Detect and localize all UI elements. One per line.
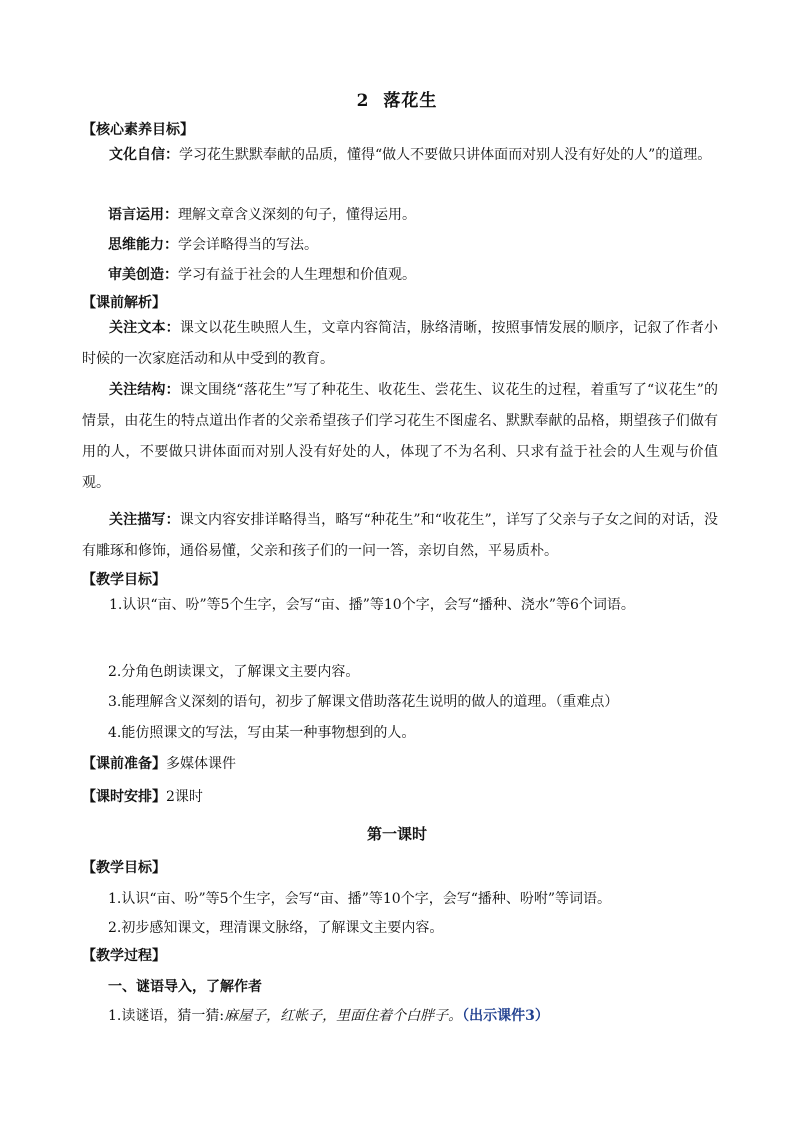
schedule-heading: 【课时安排】 bbox=[82, 789, 166, 805]
pre-analysis-heading: 【课前解析】 bbox=[82, 295, 166, 311]
focus-description bbox=[82, 505, 718, 567]
teaching-goals-heading: 【教学目标】 bbox=[82, 572, 166, 588]
culture-label: 文化自信： bbox=[109, 147, 179, 163]
lesson1-goals-heading: 【教学目标】 bbox=[82, 860, 166, 876]
riddle-prefix: 1.读谜语，猜一猜: bbox=[108, 1008, 225, 1024]
thinking-label: 思维能力： bbox=[108, 237, 178, 253]
courseware-note: （出示课件3） bbox=[462, 1008, 549, 1024]
lesson-number: 2 bbox=[356, 91, 370, 111]
prep-heading: 【课前准备】 bbox=[82, 756, 166, 772]
prep-text: 多媒体课件 bbox=[166, 756, 236, 772]
aesthetic-text: 学习有益于社会的人生理想和价值观。 bbox=[178, 267, 416, 283]
culture-text: 学习花生默默奉献的品质，懂得“做人不要做只讲体面而对别人没有好处的人”的道理。 bbox=[179, 147, 712, 163]
focus-text-label: 关注文本： bbox=[109, 320, 180, 336]
teaching-goal-4: 4.能仿照课文的写法，写由某一种事物想到的人。 bbox=[108, 725, 416, 741]
lesson-name: 落花生 bbox=[383, 91, 438, 111]
lesson1-goal-1: 1.认识“亩、吩”等5个生字，会写“亩、播”等10个字，会写“播种、吩咐”等词语。 bbox=[108, 891, 612, 907]
process-heading: 【教学过程】 bbox=[82, 948, 166, 964]
language-text: 理解文章含义深刻的句子，懂得运用。 bbox=[178, 207, 416, 223]
focus-description-body: 课文内容安排详略得当，略写“种花生”和“收花生”，详写了父亲与子女之间的对话，没有雕琢和修饰，通俗易懂，父亲和孩子们的一问一答，亲切自然，平易质朴。 bbox=[82, 512, 718, 559]
focus-structure-body: 课文围绕“落花生”写了种花生、收花生、尝花生、议花生的过程，着重写了“议花生”的情景，由花生的特点道出作者的父亲希望孩子们学习花生不图虚名、默默奉献的品格，期望孩子们做有用的人，不要做只讲体面而对别人没有好处的人，体现了不为名利、只求有益于社会的人生观与价值观。 bbox=[82, 382, 718, 491]
culture-goal bbox=[82, 140, 718, 171]
aesthetic-goal bbox=[108, 265, 416, 285]
focus-text-body: 课文以花生映照人生，文章内容简洁，脉络清晰，按照事情发展的顺序，记叙了作者小时候的一次家庭活动和从中受到的教育。 bbox=[82, 320, 719, 367]
riddle-line bbox=[108, 1006, 549, 1026]
teaching-goal-2: 2.分角色朗读课文，了解课文主要内容。 bbox=[108, 664, 360, 680]
lesson-title bbox=[0, 86, 794, 111]
language-label: 语言运用： bbox=[108, 207, 178, 223]
aesthetic-label: 审美创造： bbox=[108, 267, 178, 283]
focus-text bbox=[82, 313, 718, 375]
schedule-text: 2课时 bbox=[166, 789, 203, 805]
thinking-goal bbox=[108, 235, 318, 255]
thinking-text: 学会详略得当的写法。 bbox=[178, 237, 318, 253]
teaching-goal-item bbox=[82, 590, 718, 621]
lesson1-title: 第一课时 bbox=[366, 825, 427, 843]
step1-title: 一、谜语导入，了解作者 bbox=[108, 979, 262, 995]
core-goals-heading: 【核心素养目标】 bbox=[82, 122, 194, 138]
teaching-goal-1: 1.认识“亩、吩”等5个生字，会写“亩、播”等10个字，会写“播种、浇水”等6个词语。 bbox=[109, 597, 635, 613]
language-goal bbox=[108, 205, 416, 225]
schedule-line bbox=[82, 787, 203, 807]
lesson1-goal-2: 2.初步感知课文，理清课文脉络，了解课文主要内容。 bbox=[108, 920, 444, 936]
focus-structure-label: 关注结构： bbox=[109, 382, 180, 398]
riddle-text: 麻屋子，红帐子，里面住着个白胖子。 bbox=[224, 1008, 463, 1024]
prep-line bbox=[82, 754, 236, 774]
focus-structure bbox=[82, 375, 718, 499]
teaching-goal-3: 3.能理解含义深刻的语句，初步了解课文借助落花生说明的做人的道理。（重难点） bbox=[108, 694, 619, 710]
focus-description-label: 关注描写： bbox=[109, 512, 180, 528]
